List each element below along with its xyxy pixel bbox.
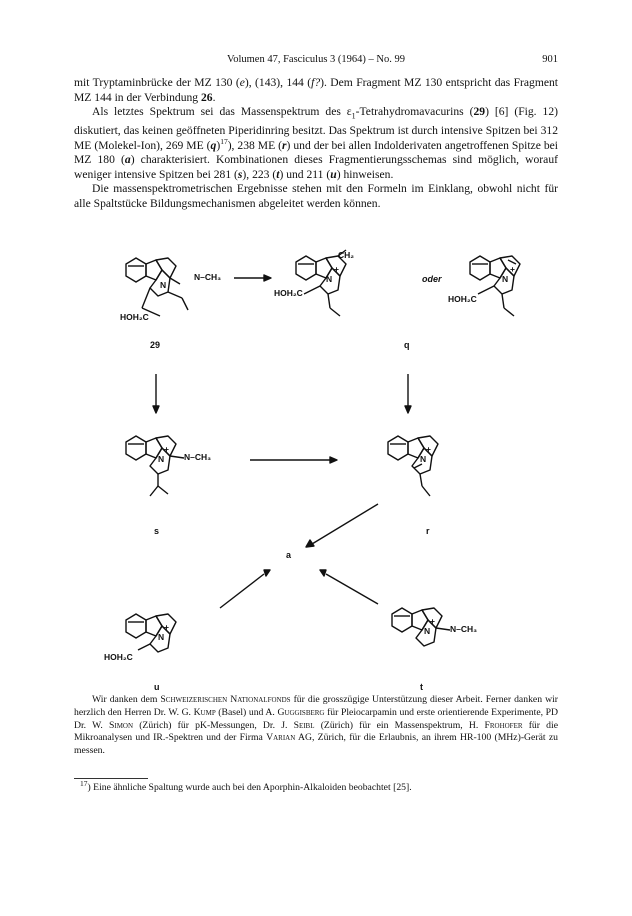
atom-label-n: N [326,274,333,284]
atom-label-nplus: + [164,444,169,454]
arrow-29-to-q [234,275,271,281]
atom-label-n: N [158,454,165,464]
paragraph-2: Als letztes Spektrum sei das Massenspektrum des $\varepsilon_1$-Tetrahydromavacurins (29) [6] (Fig. 12) diskutiert, das keinen geöffneten Piperidinring besitzt. Das Spektrum ist durch intensive Spitzen bei 312 ME (Molekel-Ion), 269 ME $(q)^{17}$), 238 ME (r) und der bei allen Indolderivaten angetroffenen Spitze bei MZ 180 (a) charakterisiert. Kombinationen dieses Fragmentierungsschemas sind möglich, worauf weniger intensive Spitzen bei 281 (s), 223 (t) und 211 (u) hinweisen. [74,105,558,181]
atom-label-nch3: N–CH₃ [184,452,212,462]
fragmentation-scheme [74,248,558,692]
atom-label-nplus: + [430,616,435,626]
atom-label-nplus: + [510,264,515,274]
atom-label-hoh2c: HOH₂C [104,652,133,662]
arrow-29-to-s [153,374,159,413]
atom-label-n: N [420,454,427,464]
compound-label-q: q [404,340,410,350]
atom-label-hoh2c: HOH₂C [274,288,303,298]
footnote-17: $^{17}$) Eine ähnliche Spaltung wurde auch bei den Aporphin-Alkaloiden beobachtet [25]. [80,778,412,793]
compound-label-a: a [286,550,292,560]
atom-label-ch2: CH₂ [338,250,355,260]
atom-label-nch3: N–CH₃ [450,624,478,634]
arrow-a-to-t [320,570,378,604]
atom-label-nplus: + [334,264,339,274]
atom-label-n: N [160,280,167,290]
footnote-mark: 17 [80,778,88,788]
atom-label-nplus: + [164,622,169,632]
atom-label-n: N [158,632,165,642]
running-head [74,54,558,68]
compound-label-r: r [426,526,430,536]
paragraph-3: Die massenspektrometrischen Ergebnisse stehen mit den Formeln im Einklang, obwohl nicht für alle Spaltstücke Bildungsmechanismen abgeleitet werden können. [74,182,558,211]
body-text [74,76,558,212]
atom-label-nch3: N–CH₃ [194,272,222,282]
footnote-ref: 17 [220,136,228,146]
structure-29 [126,258,188,316]
acknowledgement: Wir danken dem Schweizerischen Nationalfonds für die grosszügige Unterstützung dieser Arbeit. Ferner danken wir herzlich den Herren Dr. W. G. Kump (Basel) und A. Guggisberg für Pleiocarpamin und erste orientierende Experimente, PD Dr. W. Simon (Zürich) für pK-Messungen, Dr. J. Seibl (Zürich) für ein Massenspektrum, H. Frohofer für die Mikroanalysen und IR.-Spektren und der Firma Varian AG, Zürich, für die Erlaubnis, an ihrem HR-100 (MHz)-Gerät zu messen. [74,694,559,757]
atom-label-nplus: + [426,444,431,454]
compound-label-u: u [154,682,160,692]
atom-label-hoh2c: HOH₂C [120,312,149,322]
compound-label-s: s [154,526,160,536]
structure-s [126,436,184,496]
oder-label: oder [422,274,442,284]
page-number: 901 [542,54,558,65]
journal-issue: Volumen 47, Fasciculus 3 (1964) – No. 99 [226,54,405,65]
structure-t [392,608,450,646]
arrow-r-to-a [306,504,378,547]
compound-label-29: 29 [150,340,161,350]
atom-label-n: N [424,626,431,636]
compound-label-t: t [420,682,423,692]
atom-label-hoh2c: HOH₂C [448,294,477,304]
paragraph-1: mit Tryptaminbrücke der MZ 130 (e), (143), 144 (f?). Dem Fragment MZ 130 entspricht das Fragment MZ 144 in der Verbindung 26. [74,76,559,104]
arrow-a-to-u [220,570,270,608]
arrow-q-to-r [405,374,411,413]
arrow-s-to-r [250,457,337,463]
structure-u [126,614,176,652]
atom-label-n: N [502,274,509,284]
